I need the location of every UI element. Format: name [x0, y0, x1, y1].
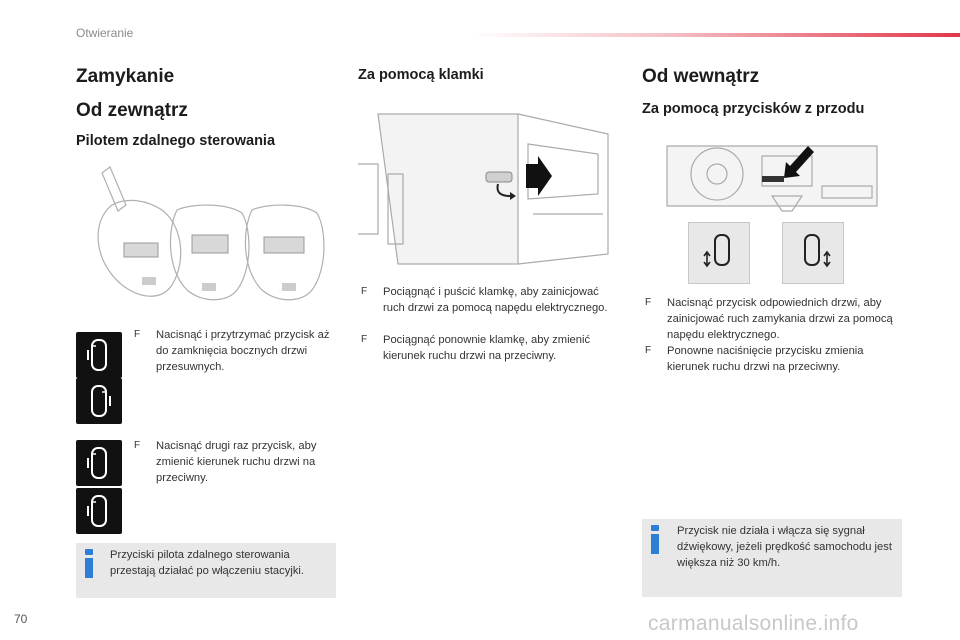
sliding-door-handle-illustration — [358, 104, 620, 276]
header-accent-bar — [470, 33, 960, 37]
door-button-left — [688, 222, 750, 284]
page-title: Zamykanie — [76, 66, 175, 87]
car-door-icon — [76, 488, 122, 534]
section-header: Otwieranie — [76, 26, 134, 40]
section-front-buttons: Za pomocą przycisków z przodu — [642, 101, 865, 117]
section-handle: Za pomocą klamki — [358, 67, 484, 83]
bullet-item: F Ponowne naciśnięcie przycisku zmienia kierunek ruchu drzwi na przeciwny. — [645, 345, 864, 373]
remote-keys-illustration — [82, 165, 332, 310]
bullet-marker: F — [361, 286, 368, 297]
car-door-icon — [76, 378, 122, 424]
bullet-item: F Nacisnąć przycisk odpowiednich drzwi, aby zainicjować ruch zamykania drzwi za pomocą napędu elektrycznego. — [645, 297, 893, 341]
car-door-icon — [76, 332, 122, 378]
bullet-item: F Pociągnąć ponownie klamkę, aby zmienić kierunek ruchu drzwi na przeciwny. — [361, 334, 591, 362]
bullet-item: F Pociągnąć i puścić klamkę, aby zainicjować ruch drzwi za pomocą napędu elektrycznego. — [361, 286, 608, 314]
car-door-icon — [76, 440, 122, 486]
section-remote: Pilotem zdalnego sterowania — [76, 133, 276, 149]
page-number: 70 — [14, 612, 28, 626]
info-box-right: Przycisk nie działa i włącza się sygnał dźwiękowy, jeżeli prędkość samochodu jest większa niż 30 km/h. — [642, 519, 902, 597]
bullet-item: F Nacisnąć i przytrzymać przycisk aż do zamknięcia bocznych drzwi przesuwnych. — [134, 329, 330, 373]
subtitle-outside: Od zewnątrz — [76, 100, 188, 121]
bullet-item: F Nacisnąć drugi raz przycisk, aby zmienić kierunek ruchu drzwi na przeciwny. — [134, 440, 317, 484]
title-inside: Od wewnątrz — [642, 66, 760, 87]
door-button-right — [782, 222, 844, 284]
info-icon — [650, 525, 660, 555]
bullet-marker: F — [645, 297, 652, 308]
bullet-marker: F — [134, 329, 141, 340]
info-icon — [84, 549, 94, 579]
bullet-marker: F — [134, 440, 141, 451]
bullet-marker: F — [645, 345, 652, 356]
info-box-left: Przyciski pilota zdalnego sterowania przestają działać po włączeniu stacyjki. — [76, 543, 336, 598]
bullet-marker: F — [361, 334, 368, 345]
dashboard-illustration — [662, 136, 882, 216]
footer-watermark: carmanualsonline.info — [648, 612, 859, 635]
